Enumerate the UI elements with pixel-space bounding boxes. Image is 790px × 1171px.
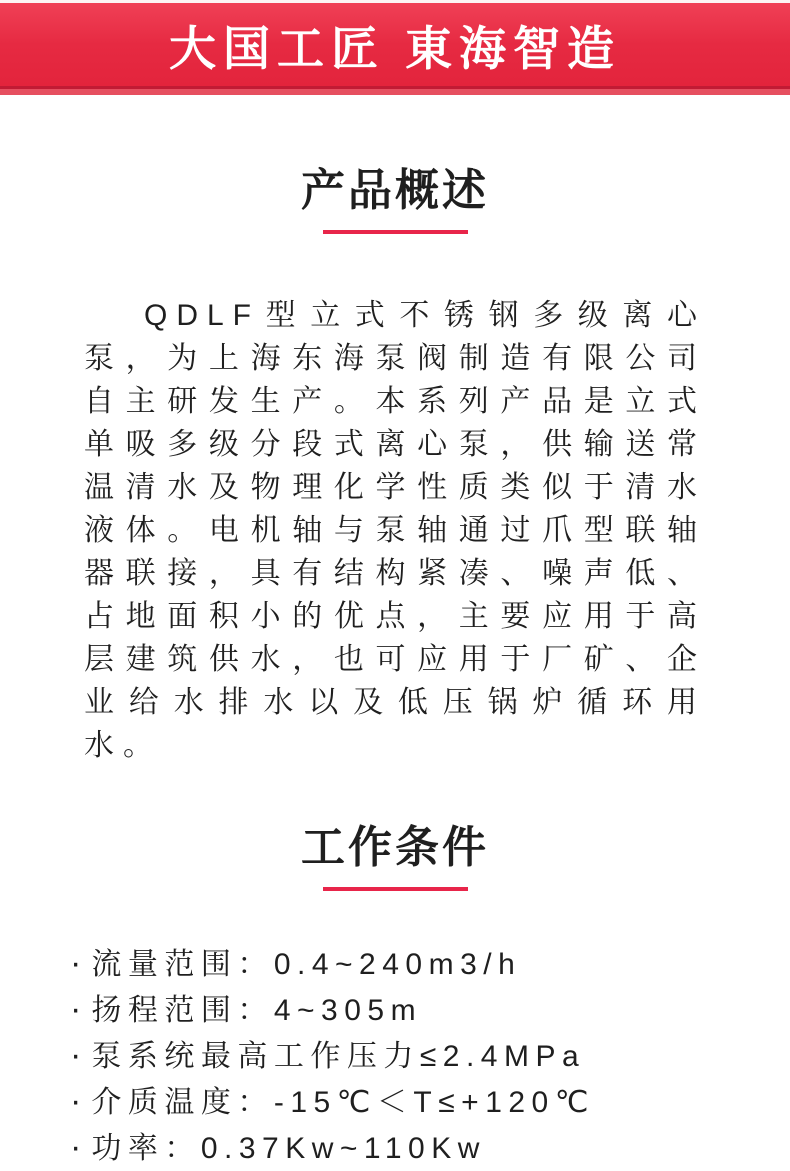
spec-item-medium-temperature (70, 1079, 750, 1125)
spec-text: 流量范围：0.4~240m3/h (91, 948, 522, 981)
brand-banner (0, 3, 790, 95)
spec-text: 泵系统最高工作压力≤2.4MPa (91, 1040, 586, 1073)
spec-text: 功率：0.37Kw~110Kw (91, 1132, 486, 1165)
spec-item-flow-range (70, 941, 750, 987)
banner-title: 大国工匠 東海智造 (168, 21, 622, 75)
conditions-section-title: 工作条件 (301, 823, 489, 872)
bullet-dot-icon: · (70, 1128, 82, 1166)
conditions-title-underline (323, 887, 468, 891)
overview-paragraph: QDLF型立式不锈钢多级离心泵，为上海东海泵阀制造有限公司自主研发生产。本系列产品是立式单吸多级分段式离心泵，供输送常温清水及物理化学性质类似于清水液体。电机轴与泵轴通过爪型联轴器联接，具有结构紧凑、噪声低、占地面积小的优点，主要应用于高层建筑供水，也可应用于厂矿、企业给水排水以及低压锅炉循环用水。 (84, 299, 706, 762)
overview-title-underline (323, 230, 468, 234)
bullet-dot-icon: · (70, 1036, 82, 1074)
overview-section-title: 产品概述 (301, 166, 489, 215)
bullet-dot-icon: · (70, 1082, 82, 1120)
spec-item-power-range (70, 1125, 750, 1171)
bullet-dot-icon: · (70, 944, 82, 982)
section-product-overview (0, 166, 790, 767)
spec-text: 扬程范围：4~305m (91, 994, 423, 1027)
spec-item-max-pressure (70, 1033, 750, 1079)
section-working-conditions (0, 823, 790, 1171)
bullet-dot-icon: · (70, 990, 82, 1028)
spec-list (70, 941, 750, 1171)
spec-item-head-range (70, 987, 750, 1033)
spec-text: 介质温度：-15℃＜T≤+120℃ (91, 1086, 595, 1119)
